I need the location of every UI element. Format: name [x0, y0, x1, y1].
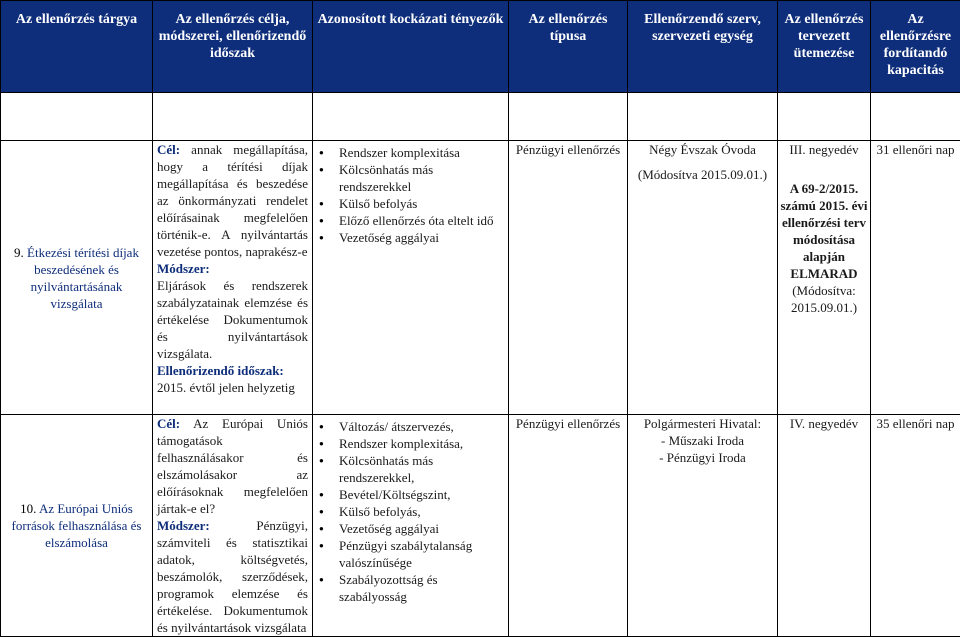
capacity-cell — [871, 141, 960, 415]
org-sub-1: - Műszaki Iroda — [628, 432, 777, 449]
row-number: 9. — [14, 245, 24, 260]
method-label: Módszer: — [157, 518, 210, 533]
list-item: ● Szabályozottság és szabályosság — [339, 571, 508, 605]
type-text: Pénzügyi ellenőrzés — [516, 142, 620, 157]
org-note: (Módosítva 2015.09.01.) — [628, 166, 777, 183]
org-text: Polgármesteri Hivatal: — [628, 415, 777, 432]
list-item: ● Rendszer komplexitása — [339, 144, 508, 161]
risk-list — [313, 144, 508, 246]
spacer-row — [1, 93, 960, 141]
header-risks: Azonosított kockázati tényezők — [313, 1, 509, 93]
table-row — [1, 415, 960, 637]
risk-list — [313, 418, 508, 605]
list-item: ● Vezetőség aggályai — [339, 520, 508, 537]
goal-label: Cél: — [157, 416, 180, 431]
goal-text: Az Európai Uniós támogatások felhasználásakor és elszámolásakor az előírásoknak megfelelően jártak-e el? — [157, 416, 308, 516]
list-item: ● Bevétel/Költségszint, — [339, 486, 508, 503]
type-text: Pénzügyi ellenőrzés — [516, 416, 620, 431]
org-cell — [628, 141, 778, 415]
list-item: ● Pénzügyi szabálytalanság valószínűsége — [339, 537, 508, 571]
capacity-cell — [871, 415, 960, 637]
org-cell — [628, 415, 778, 637]
schedule-cell — [778, 415, 871, 637]
subject-cell — [1, 141, 153, 415]
schedule-cell — [778, 141, 871, 415]
method-text: Eljárások és rendszerek szabályzatainak elemzése és értékelése Dokumentumok és nyilvántartások vizsgálata. — [157, 277, 308, 362]
method-label: Módszer: — [157, 261, 210, 276]
type-cell — [509, 141, 628, 415]
row-number: 10. — [20, 501, 36, 516]
goal-text: annak megállapítása, hogy a térítési díjak megállapítása és beszedése az önkormányzati rendelet előírásainak megfelelően történik-e. A nyilvántartás vezetése pontos, naprakész-e — [157, 142, 308, 259]
schedule-note-2: (Módosítva: 2015.09.01.) — [778, 282, 870, 316]
capacity-text: 35 ellenőri nap — [877, 416, 955, 431]
header-subject: Az ellenőrzés tárgya — [1, 1, 153, 93]
risks-cell — [313, 141, 509, 415]
risks-cell — [313, 415, 509, 637]
list-item: ● Vezetőség aggályai — [339, 229, 508, 246]
list-item: ● Külső befolyás, — [339, 503, 508, 520]
list-item: ● Változás/ átszervezés, — [339, 418, 508, 435]
header-type: Az ellenőrzés típusa — [509, 1, 628, 93]
header-org: Ellenőrzendő szerv, szervezeti egység — [628, 1, 778, 93]
header-row — [1, 1, 960, 93]
org-sub-2: - Pénzügyi Iroda — [628, 449, 777, 466]
subject-cell — [1, 415, 153, 637]
method-text: Pénzügyi, számviteli és statisztikai adatok, költségvetés, beszámolók, szerződések, programok elemzése és értékelése. Dokumentumok és nyilvántartások vizsgálata — [157, 518, 308, 635]
schedule-text: IV. negyedév — [778, 415, 870, 432]
header-capacity: Az ellenőrzésre fordítandó kapacitás — [871, 1, 960, 93]
list-item: ● Rendszer komplexitása, — [339, 435, 508, 452]
goal-label: Cél: — [157, 142, 180, 157]
list-item: ● Kölcsönhatás más rendszerekkel — [339, 161, 508, 195]
header-schedule: Az ellenőrzés tervezett ütemezése — [778, 1, 871, 93]
list-item: ● Előző ellenőrzés óta eltelt idő — [339, 212, 508, 229]
subject-text: Az Európai Uniós források felhasználása és elszámolása — [12, 501, 142, 550]
org-text: Négy Évszak Óvoda — [628, 141, 777, 158]
list-item: ● Külső befolyás — [339, 195, 508, 212]
header-goal: Az ellenőrzés célja, módszerei, ellenőrizendő időszak — [153, 1, 313, 93]
capacity-text: 31 ellenőri nap — [877, 142, 955, 157]
period-label: Ellenőrizendő időszak: — [157, 363, 284, 378]
schedule-text: III. negyedév — [778, 141, 870, 158]
goal-cell — [153, 141, 313, 415]
type-cell — [509, 415, 628, 637]
period-text: 2015. évtől jelen helyzetig — [157, 379, 308, 396]
subject-text: Étkezési térítési díjak beszedésének és nyilvántartásának vizsgálata — [27, 245, 139, 311]
goal-cell — [153, 415, 313, 637]
table-row — [1, 141, 960, 415]
list-item: ● Kölcsönhatás más rendszerekkel, — [339, 452, 508, 486]
schedule-note: A 69-2/2015. számú 2015. évi ellenőrzési terv módosítása alapján ELMARAD — [778, 180, 870, 282]
